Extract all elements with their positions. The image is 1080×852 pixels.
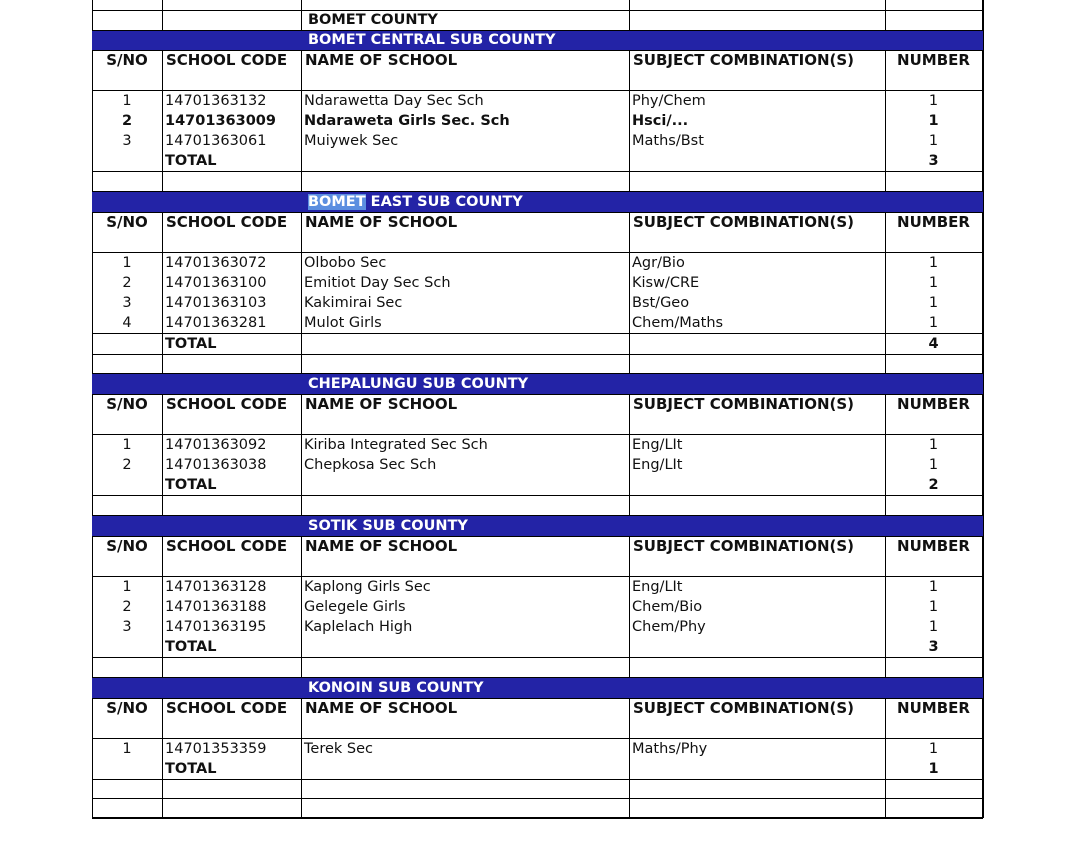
cell-subjects: Chem/Phy <box>632 619 706 635</box>
cell-subjects: Maths/Bst <box>632 133 704 149</box>
table-row <box>92 455 983 475</box>
cell-name: Muiywek Sec <box>304 133 399 149</box>
header-subjects: SUBJECT COMBINATION(S) <box>633 213 855 231</box>
cell-code: 14701363132 <box>165 93 267 109</box>
header-school-name: NAME OF SCHOOL <box>305 395 458 413</box>
header-sno: S/NO <box>106 395 148 413</box>
grid-line <box>92 394 983 395</box>
header-school-code: SCHOOL CODE <box>166 395 288 413</box>
cell-code: 14701363188 <box>165 599 267 615</box>
cell-subjects: Chem/Bio <box>632 599 703 615</box>
grid-line <box>92 191 983 192</box>
grid-line <box>92 354 983 355</box>
header-subjects: SUBJECT COMBINATION(S) <box>633 537 855 555</box>
section-band <box>92 192 983 212</box>
cell-number: 1 <box>928 255 939 271</box>
cell-name: Kaplong Girls Sec <box>304 579 431 595</box>
cell-number: 1 <box>928 579 939 595</box>
cell-name: Olbobo Sec <box>304 255 387 271</box>
table-row <box>92 435 983 455</box>
cell-name: Mulot Girls <box>304 315 382 331</box>
total-row <box>92 475 983 495</box>
cell-name: Emitiot Day Sec Sch <box>304 275 451 291</box>
grid-line <box>92 738 983 739</box>
grid-line <box>92 50 983 51</box>
grid-line <box>92 333 983 334</box>
cell-name: Terek Sec <box>304 741 373 757</box>
column-header-row <box>92 394 983 434</box>
section-band <box>92 30 983 50</box>
cell-number: 1 <box>928 457 939 473</box>
cell-code: 14701363038 <box>165 457 267 473</box>
cell-number: 1 <box>928 275 939 291</box>
grid-line <box>92 10 983 11</box>
grid-line <box>92 252 983 253</box>
total-row <box>92 637 983 657</box>
column-header-row <box>92 536 983 576</box>
table-row <box>92 617 983 637</box>
cell-code: 14701353359 <box>165 741 267 757</box>
header-subjects: SUBJECT COMBINATION(S) <box>633 51 855 69</box>
grid-line <box>92 495 983 496</box>
cell-code: 14701363195 <box>165 619 267 635</box>
cell-number: 1 <box>928 437 939 453</box>
cell-subjects: Eng/LIt <box>632 457 683 473</box>
grid-line <box>92 30 983 31</box>
cell-name: Kakimirai Sec <box>304 295 403 311</box>
header-school-name: NAME OF SCHOOL <box>305 51 458 69</box>
cell-subjects: Agr/Bio <box>632 255 685 271</box>
cell-code: 14701363128 <box>165 579 267 595</box>
cell-code: 14701363103 <box>165 295 267 311</box>
total-label: TOTAL <box>165 336 217 352</box>
grid-line <box>92 212 983 213</box>
table-row <box>92 273 983 293</box>
cell-number: 1 <box>928 113 939 129</box>
table-row <box>92 131 983 151</box>
cell-subjects: Maths/Phy <box>632 741 708 757</box>
cell-sno: 1 <box>122 93 132 109</box>
cell-number: 1 <box>928 619 939 635</box>
header-school-name: NAME OF SCHOOL <box>305 699 458 717</box>
cell-subjects: Hsci/... <box>632 113 689 129</box>
total-label: TOTAL <box>165 761 217 777</box>
cell-name: Chepkosa Sec Sch <box>304 457 437 473</box>
grid-line <box>92 779 983 780</box>
grid-line <box>92 536 983 537</box>
header-school-name: NAME OF SCHOOL <box>305 537 458 555</box>
cell-sno: 2 <box>122 275 132 291</box>
cell-sno: 1 <box>122 255 132 271</box>
header-school-code: SCHOOL CODE <box>166 537 288 555</box>
cell-sno: 3 <box>122 133 132 149</box>
table-row <box>92 111 983 131</box>
column-header-row <box>92 212 983 252</box>
cell-sno: 1 <box>122 741 132 757</box>
header-subjects: SUBJECT COMBINATION(S) <box>633 699 855 717</box>
total-label: TOTAL <box>165 153 217 169</box>
grid-line <box>92 373 983 374</box>
cell-number: 1 <box>928 315 939 331</box>
section-title-highlight: BOMET <box>308 194 366 210</box>
total-value: 2 <box>928 477 939 493</box>
cell-name: Ndarawetta Day Sec Sch <box>304 93 484 109</box>
header-sno: S/NO <box>106 537 148 555</box>
cell-subjects: Phy/Chem <box>632 93 706 109</box>
total-value: 3 <box>928 153 939 169</box>
cell-code: 14701363009 <box>165 113 276 129</box>
table-row <box>92 91 983 111</box>
grid-line <box>92 817 983 819</box>
total-row <box>92 759 983 779</box>
county-title-row <box>92 10 983 30</box>
total-row <box>92 151 983 171</box>
section-title: SOTIK SUB COUNTY <box>308 518 468 534</box>
header-sno: S/NO <box>106 51 148 69</box>
cell-code: 14701363100 <box>165 275 267 291</box>
grid-line <box>92 434 983 435</box>
cell-code: 14701363092 <box>165 437 267 453</box>
table-row <box>92 253 983 273</box>
cell-sno: 3 <box>122 295 132 311</box>
total-row <box>92 334 983 354</box>
section-title: KONOIN SUB COUNTY <box>308 680 484 696</box>
cell-name: Ndaraweta Girls Sec. Sch <box>304 113 510 129</box>
cell-name: Kiriba Integrated Sec Sch <box>304 437 488 453</box>
section-title: CHEPALUNGU SUB COUNTY <box>308 376 529 392</box>
cell-sno: 2 <box>122 457 132 473</box>
header-school-code: SCHOOL CODE <box>166 699 288 717</box>
cell-sno: 2 <box>121 113 133 129</box>
cell-subjects: Bst/Geo <box>632 295 690 311</box>
header-number: NUMBER <box>897 395 970 413</box>
cell-sno: 2 <box>122 599 132 615</box>
cell-sno: 4 <box>122 315 132 331</box>
cell-number: 1 <box>928 295 939 311</box>
header-number: NUMBER <box>897 699 970 717</box>
table-row <box>92 739 983 759</box>
grid-line <box>92 698 983 699</box>
section-band <box>92 374 983 394</box>
total-value: 1 <box>928 761 939 777</box>
grid-line <box>92 515 983 516</box>
grid-line <box>92 171 983 172</box>
table-row <box>92 597 983 617</box>
cell-number: 1 <box>928 741 939 757</box>
cell-number: 1 <box>928 93 939 109</box>
cell-code: 14701363061 <box>165 133 267 149</box>
grid-line <box>92 576 983 577</box>
header-number: NUMBER <box>897 537 970 555</box>
cell-sno: 1 <box>122 579 132 595</box>
grid-line <box>92 657 983 658</box>
header-school-name: NAME OF SCHOOL <box>305 213 458 231</box>
section-title: BOMET CENTRAL SUB COUNTY <box>308 32 556 48</box>
grid-line <box>92 90 983 91</box>
cell-sno: 3 <box>122 619 132 635</box>
section-band <box>92 678 983 698</box>
cell-code: 14701363072 <box>165 255 267 271</box>
cell-name: Gelegele Girls <box>304 599 406 615</box>
cell-number: 1 <box>928 599 939 615</box>
total-label: TOTAL <box>165 477 217 493</box>
header-school-code: SCHOOL CODE <box>166 213 288 231</box>
column-header-row <box>92 50 983 90</box>
column-header-row <box>92 698 983 738</box>
grid-line <box>92 677 983 678</box>
cell-name: Kaplelach High <box>304 619 413 635</box>
cell-subjects: Eng/LIt <box>632 437 683 453</box>
total-value: 3 <box>928 639 939 655</box>
header-number: NUMBER <box>897 213 970 231</box>
section-band <box>92 516 983 536</box>
header-number: NUMBER <box>897 51 970 69</box>
cell-subjects: Kisw/CRE <box>632 275 700 291</box>
section-title-rest: EAST SUB COUNTY <box>365 194 523 210</box>
cell-number: 1 <box>928 133 939 149</box>
grid-line <box>92 798 983 799</box>
table-row <box>92 313 983 333</box>
cell-sno: 1 <box>122 437 132 453</box>
header-subjects: SUBJECT COMBINATION(S) <box>633 395 855 413</box>
header-sno: S/NO <box>106 699 148 717</box>
cell-subjects: Eng/LIt <box>632 579 683 595</box>
total-value: 4 <box>928 336 939 352</box>
county-title: BOMET COUNTY <box>308 12 438 28</box>
header-sno: S/NO <box>106 213 148 231</box>
table-row <box>92 577 983 597</box>
section-title <box>305 192 632 212</box>
header-school-code: SCHOOL CODE <box>166 51 288 69</box>
cell-code: 14701363281 <box>165 315 267 331</box>
cell-subjects: Chem/Maths <box>632 315 724 331</box>
table-row <box>92 293 983 313</box>
total-label: TOTAL <box>165 639 217 655</box>
